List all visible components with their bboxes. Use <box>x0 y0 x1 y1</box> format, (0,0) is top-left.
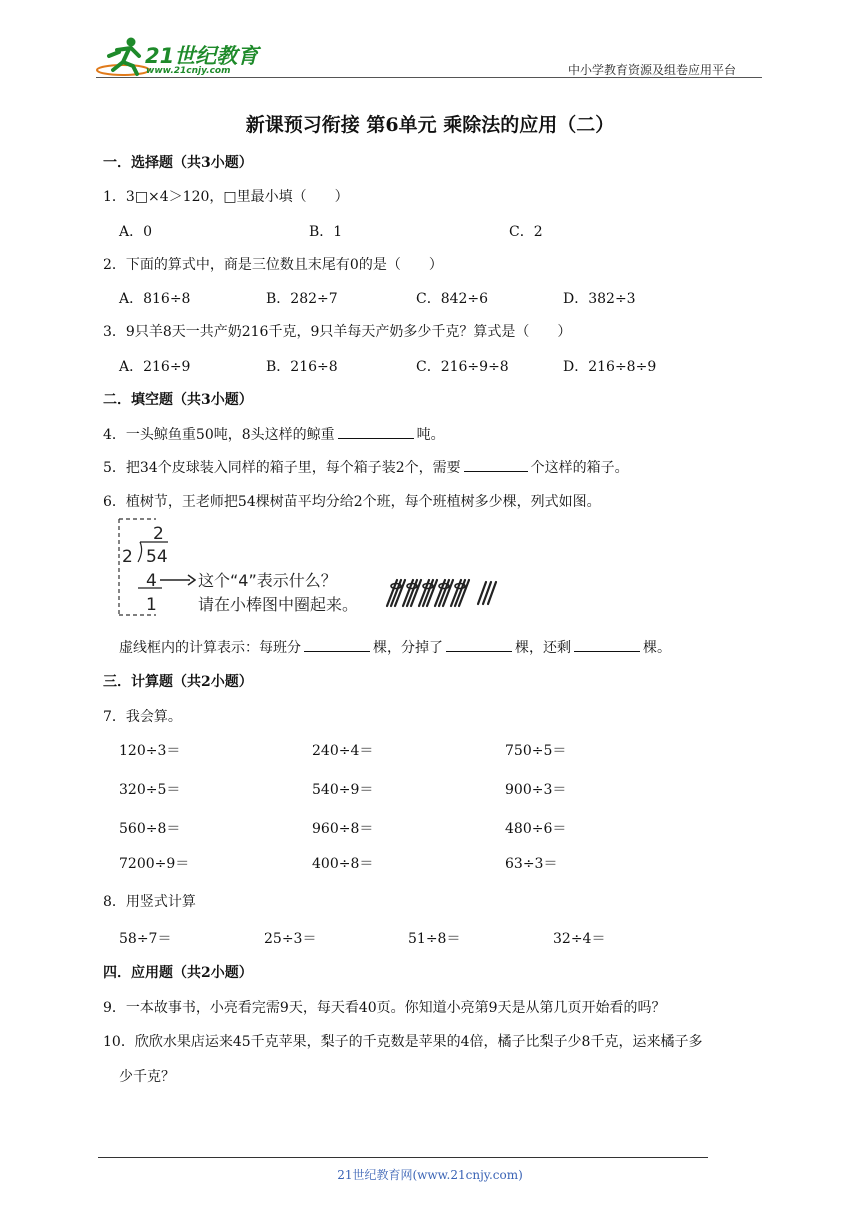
footer-divider <box>98 1157 708 1158</box>
q3-option-c: C．216÷9÷8 <box>416 359 509 375</box>
q7-item: 400÷8＝ <box>312 856 374 872</box>
footer-link[interactable]: 21世纪教育网(www.21cnjy.com) <box>337 1168 523 1182</box>
division-dividend: 54 <box>146 547 168 567</box>
q6-text-4: 棵。 <box>643 640 671 656</box>
q4-text-before: 4．一头鲸鱼重50吨，8头这样的鲸重 <box>103 427 335 443</box>
q7-item: 63÷3＝ <box>505 856 558 872</box>
q8-item: 51÷8＝ <box>408 931 461 947</box>
arrow-right-icon <box>160 574 196 586</box>
question-6: 6．植树节，王老师把54棵树苗平均分给2个班，每个班植树多少棵，列式如图。 <box>103 494 601 510</box>
question-10-line-1: 10．欣欣水果店运来45千克苹果，梨子的千克数是苹果的4倍，橘子比梨子少8千克，运来橘子多 <box>103 1034 703 1050</box>
q2-option-c: C．842÷6 <box>416 291 489 307</box>
q7-item: 750÷5＝ <box>505 743 567 759</box>
callout-line-1: 这个“4”表示什么？ <box>198 571 337 590</box>
question-5 <box>103 457 629 477</box>
q3-option-b: B．216÷8 <box>266 359 338 375</box>
question-4 <box>103 424 445 444</box>
division-remainder: 1 <box>146 595 157 615</box>
q6-answer-line <box>119 637 671 657</box>
header-divider <box>96 77 762 78</box>
q7-item: 320÷5＝ <box>119 782 181 798</box>
division-product: 4 <box>146 571 157 591</box>
section-heading-fill: 二．填空题（共3小题） <box>103 392 253 408</box>
q2-option-b: B．282÷7 <box>266 291 338 307</box>
q7-item: 7200÷9＝ <box>119 856 190 872</box>
logo-url: www.21cnjy.com <box>146 66 231 76</box>
question-3: 3．9只羊8天一共产奶216千克，9只羊每天产奶多少千克？算式是（ ） <box>103 324 572 340</box>
q7-item: 560÷8＝ <box>119 821 181 837</box>
q6-blank-remaining[interactable] <box>574 637 640 652</box>
q5-text-before: 5．把34个皮球装入同样的箱子里，每个箱子装2个，需要 <box>103 460 461 476</box>
question-9: 9．一本故事书，小亮看完需9天，每天看40页。你知道小亮第9天是从第几页开始看的吗？ <box>103 1000 666 1016</box>
question-8: 8．用竖式计算 <box>103 894 196 910</box>
q5-answer-blank[interactable] <box>464 457 528 472</box>
q6-blank-each-class[interactable] <box>304 637 370 652</box>
header-platform-text: 中小学教育资源及组卷应用平台 <box>568 63 737 77</box>
q7-item: 900÷3＝ <box>505 782 567 798</box>
q7-item: 480÷6＝ <box>505 821 567 837</box>
q3-option-d: D．216÷8÷9 <box>563 359 657 375</box>
q7-item: 540÷9＝ <box>312 782 374 798</box>
q3-option-a: A．216÷9 <box>119 359 191 375</box>
q7-item: 120÷3＝ <box>119 743 181 759</box>
question-2: 2．下面的算式中，商是三位数且末尾有0的是（ ） <box>103 257 443 273</box>
question-1: 1．3□×4＞120，□里最小填（ ） <box>103 189 349 205</box>
q2-option-a: A．816÷8 <box>119 291 191 307</box>
section-heading-application: 四．应用题（共2小题） <box>103 965 253 981</box>
q5-text-after: 个这样的箱子。 <box>530 460 629 476</box>
counting-sticks-icon <box>383 576 498 608</box>
q1-option-c: C．2 <box>509 224 543 240</box>
q7-item: 960÷8＝ <box>312 821 374 837</box>
q7-item: 240÷4＝ <box>312 743 374 759</box>
q6-text-3: 棵，还剩 <box>515 640 571 656</box>
q1-option-b: B．1 <box>309 224 343 240</box>
section-heading-choice: 一．选择题（共3小题） <box>103 155 253 171</box>
logo-text: 21世纪教育 <box>145 44 259 68</box>
division-divisor: 2 <box>122 547 133 567</box>
division-quotient: 2 <box>153 524 164 544</box>
q8-item: 32÷4＝ <box>553 931 606 947</box>
q2-option-d: D．382÷3 <box>563 291 636 307</box>
q6-text-1: 虚线框内的计算表示：每班分 <box>119 640 301 656</box>
long-division-figure <box>116 517 186 617</box>
q6-blank-used[interactable] <box>446 637 512 652</box>
question-7: 7．我会算。 <box>103 709 182 725</box>
q4-text-after: 吨。 <box>416 427 445 443</box>
page-title: 新课预习衔接 第6单元 乘除法的应用（二） <box>245 114 615 136</box>
q6-text-2: 棵，分掉了 <box>373 640 443 656</box>
q8-item: 25÷3＝ <box>264 931 317 947</box>
q1-option-a: A．0 <box>119 224 153 240</box>
q4-answer-blank[interactable] <box>338 424 414 439</box>
callout-line-2: 请在小棒图中圈起来。 <box>198 595 359 614</box>
q8-item: 58÷7＝ <box>119 931 172 947</box>
section-heading-calc: 三．计算题（共2小题） <box>103 674 253 690</box>
question-10-line-2: 少千克？ <box>119 1069 175 1085</box>
